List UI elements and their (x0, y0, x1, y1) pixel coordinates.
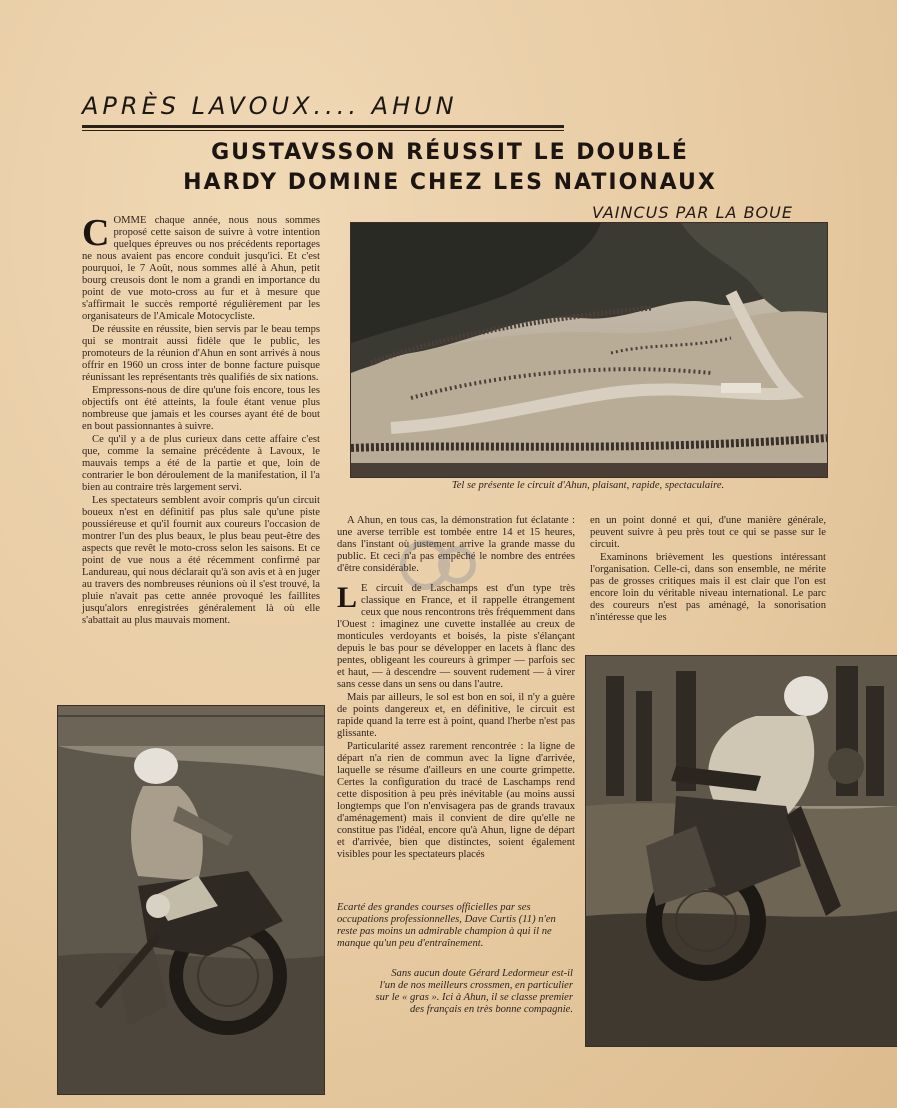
circuit-caption: Tel se présente le circuit d'Ahun, plaisant, rapide, spectaculaire. (451, 480, 725, 491)
paragraph: Ce qu'il y a de plus curieux dans cette affaire c'est que, comme la semaine précédente à Lavoux, le mauvais temps a été de la partie et que, loin de contrarier le bon déroulement de la manifestation, il l'a bien au contraire très largement servi. (82, 434, 320, 493)
paragraph: en un point donné et qui, d'une manière générale, peuvent suivre à peu près tout ce qui se passe sur le circuit. (590, 515, 826, 550)
drop-cap: C (82, 212, 110, 254)
paragraph: De réussite en réussite, bien servis par le beau temps qui se montrait aussi fidèle que le public, les promoteurs de la réunion d'Ahun en sont arrivés à nous offrir en 1960 un cross inter de bonne facture puisque réunissant les représentants très qualifiés de six nations. (82, 324, 320, 383)
paragraph: Les spectateurs semblent avoir compris qu'un circuit boueux n'est en définitif pas plus sale qu'une piste poussiéreuse et qu'il fournit aux coureurs l'occasion de montrer l'un des plus beaux, le plus beau peut-être des aspects que revêt le moto-cross selon les saisons. Et ce point de vue nous a été récemment confirmé par Landureau, qui nous déclarait qu'à son avis et à en juger au travers des nombreuses réunions où il s'est trouvé, la pluie n'avait pas cette année provoqué les faillites jusqu'alors enregistrées généralement là où elle s'abattait au plus mauvais moment. (82, 495, 320, 626)
paragraph: Mais par ailleurs, le sol est bon en soi, il n'y a guère de points dangereux et, en définitive, le circuit est rapide quand la terre est à point, quand l'herbe n'est pas glissante. (337, 692, 575, 739)
drop-cap: L (337, 581, 358, 614)
watermark-logo (395, 530, 485, 600)
paragraph: A Ahun, en tous cas, la démonstration fut éclatante : une averse terrible est tombée entre 14 et 15 heures, dans l'instant où justement arrive la grande masse du public. Et ceci n'a pas empêché le nombre des entrées d'être considérable. (337, 515, 575, 574)
article-column-3 (590, 515, 826, 623)
article-column-1 (82, 212, 320, 699)
curtis-caption: Ecarté des grandes courses officielles par ses occupations professionnelles, Dave Curtis (11) n'en reste pas moins un admirable champion à qui il ne manque qu'un peu d'entraînement. (337, 902, 556, 949)
ledormeur-caption: Sans aucun doute Gérard Ledormeur est-il l'un de nos meilleurs crossmen, en particulier sur le « gras ». Ici à Ahun, il se classe premier des français en très bonne compagnie. (375, 968, 573, 1015)
curtis-photo (57, 705, 325, 1095)
kicker-rule (82, 125, 564, 128)
paragraph: OMME chaque année, nous nous sommes proposé cette saison de suivre à votre intention quelques épreuves ou nos précédents reportages ne nous avaient pas encore conduit jusqu'ici. Et c'est pourquoi, le 7 Août, nous sommes allé à Ahun, petit bourg creusois dont le nom a grandi en importance du point de vue moto-cross au fur et à mesure que s'affirmait le succès remporté régulièrement par les organisateurs de l'Amicale Motocycliste. (82, 215, 320, 322)
paragraph: E circuit de Laschamps est d'un type très classique en France, et il rappelle étrangement ceux que nous rencontrons très fréquemment dans l'Ouest : imaginez une cuvette installée au creux de monticules verdoyants et boisés, la piste s'élançant depuis le bas pour se développer en lacets à flanc des pentes, obligeant les coureurs à grimper — parfois sec et haut, — à descendre — souvent rudement — à virer sans cesse dans un sens ou dans l'autre. (337, 583, 575, 690)
circuit-photo (350, 222, 828, 478)
headline-line-1: GUSTAVSSON RÉUSSIT LE DOUBLÉ (211, 140, 689, 165)
paragraph: Particularité assez rarement rencontrée : la ligne de départ n'a rien de commun avec la ligne d'arrivée, laquelle se résume d'ailleurs en une courte grimpette. Certes la configuration du tracé de Laschamps rend cette disposition à peu près inévitable (au moins aussi longtemps que l'on n'envisagera pas de grands travaux d'aménagement) mais il convient de dire qu'elle ne constitue pas l'idéal, encore qu'à Ahun, ligne de départ et d'arrivée, bien que distinctes, soient également visibles pour les spectateurs placés (337, 741, 575, 860)
headline-line-2: HARDY DOMINE CHEZ LES NATIONAUX (183, 170, 717, 195)
subheadline: VAINCUS PAR LA BOUE (592, 203, 793, 222)
section-kicker: APRÈS LAVOUX.... AHUN (82, 92, 458, 120)
paragraph: Empressons-nous de dire qu'une fois encore, tous les objectifs ont été atteints, la foule étant venue plus nombreuse que jamais et les courses ayant été de bout en bout passionnantes à suivre. (82, 385, 320, 432)
kicker-rule-thin (82, 130, 564, 131)
ledormeur-photo (585, 655, 897, 1047)
paragraph: Examinons brièvement les questions intéressant l'organisation. Celle-ci, dans son ensemble, ne mérite pas de grosses critiques mais il est clair que l'on est encore loin du véritable niveau international. Le parc des coureurs n'est pas aménagé, la sonorisation n'intéresse que les (590, 552, 826, 623)
